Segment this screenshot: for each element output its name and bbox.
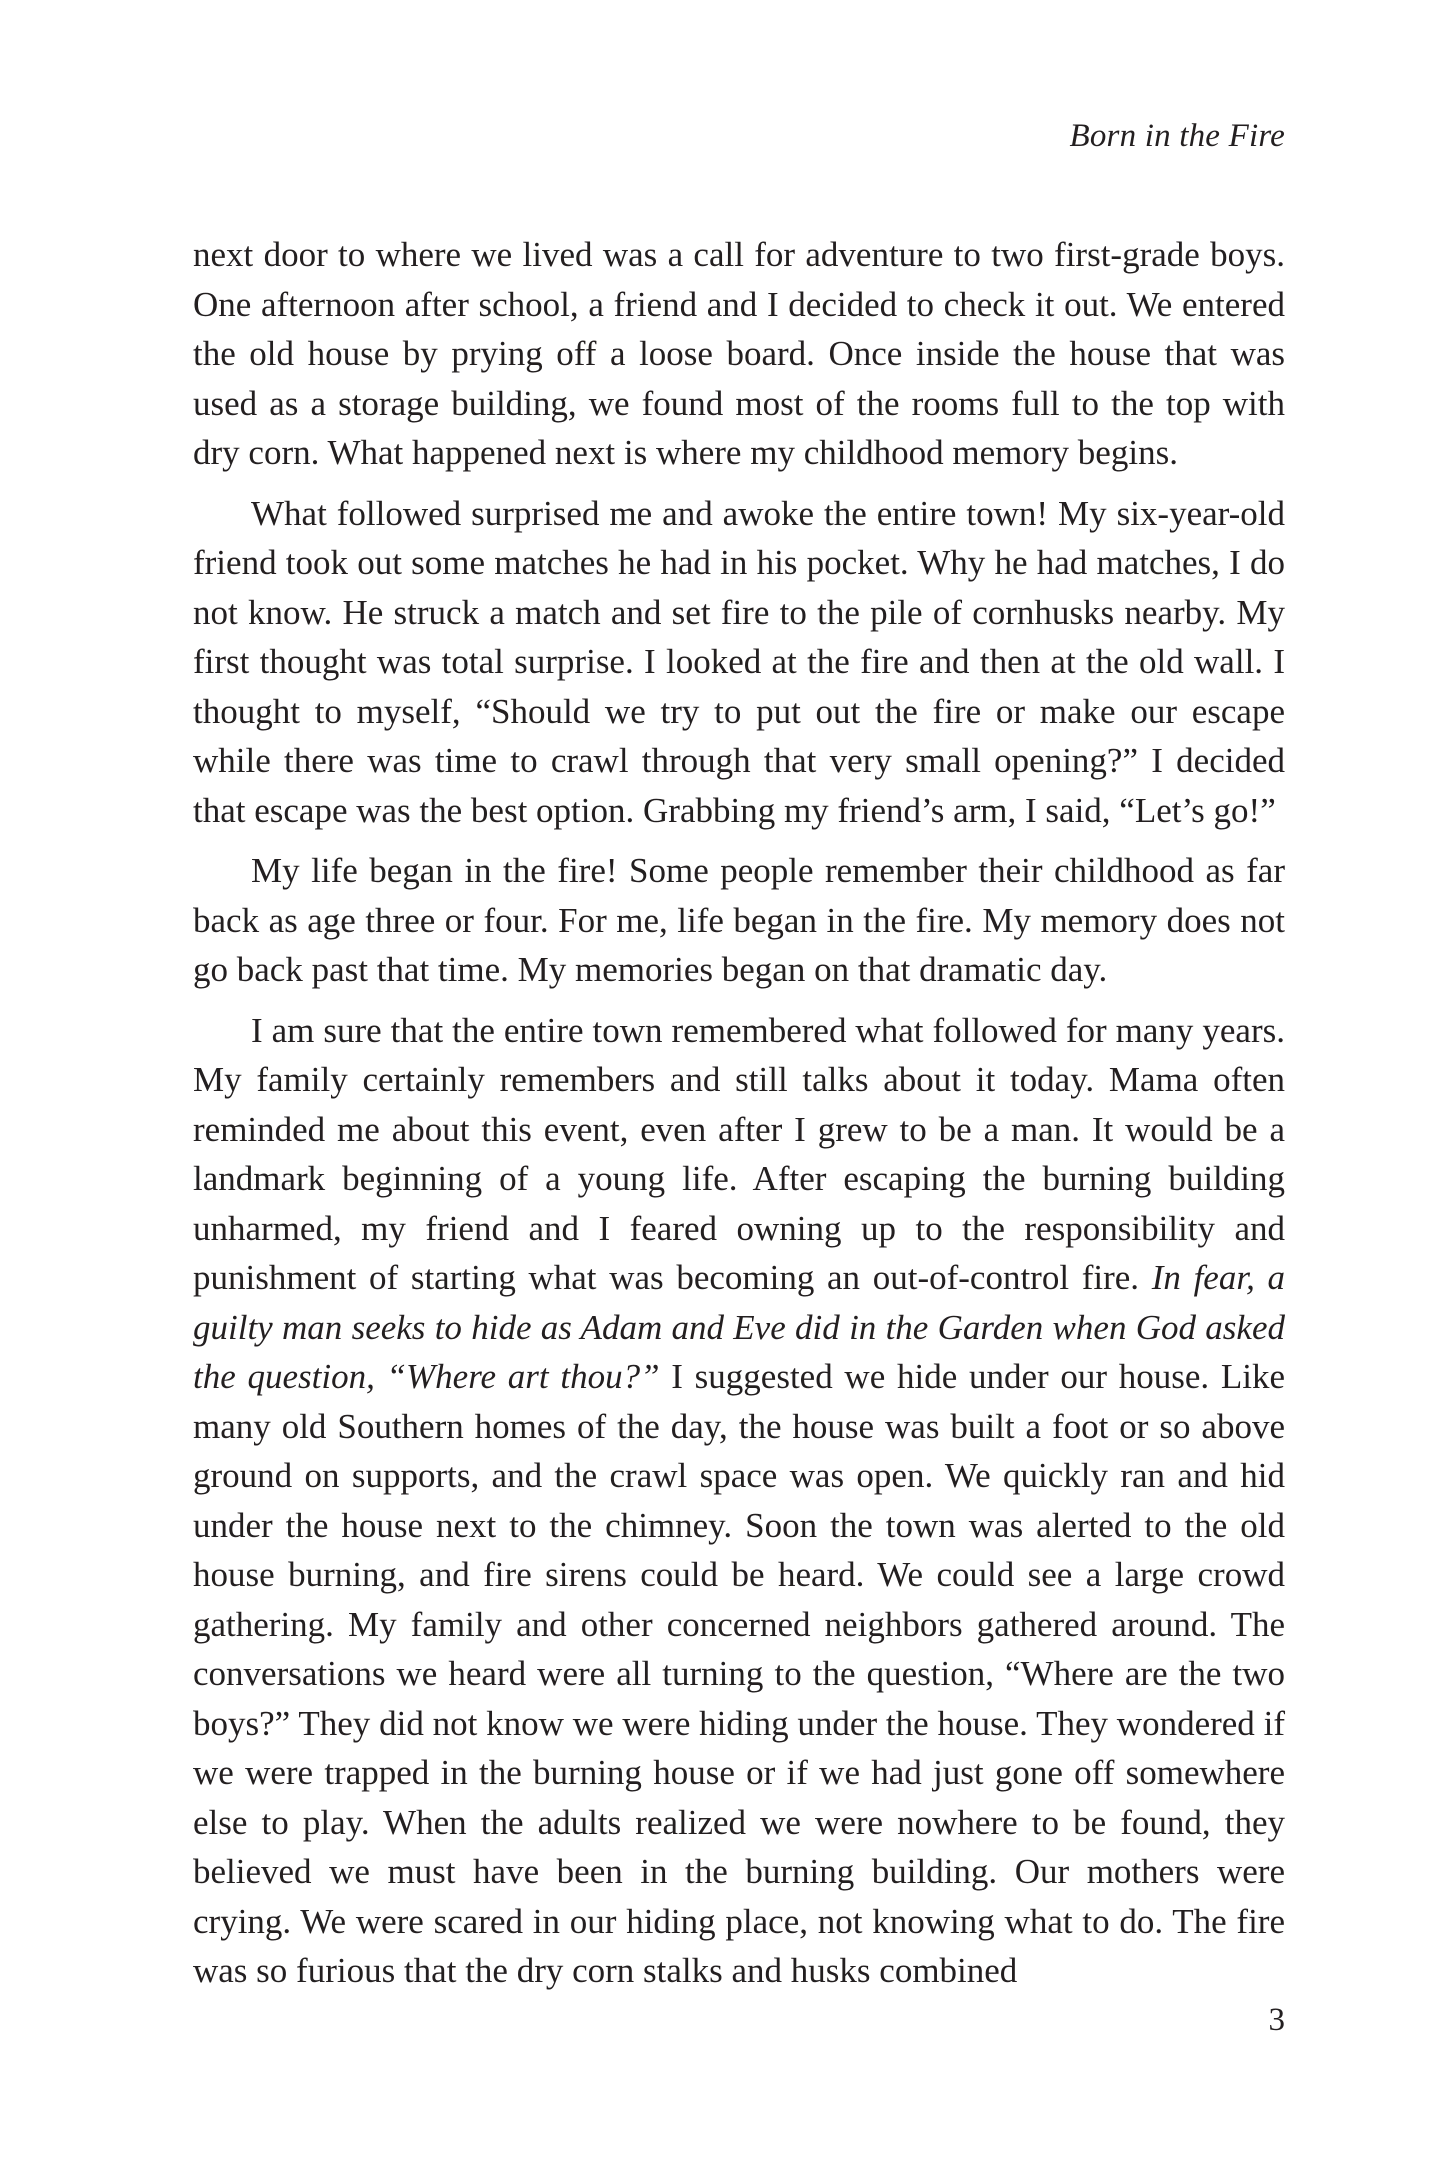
paragraph-3: My life began in the fire! Some people remember their childhood as far back as age three or four. For me, life began in the fire. My memory does not go back past that time. My memories began on that dramatic day.	[193, 851, 1285, 989]
running-head: Born in the Fire	[1069, 118, 1285, 154]
paragraph-4-text-before: I am sure that the entire town remembered what followed for many years. My family certainly remembers and still talks about it today. Mama often reminded me about this event, even after I grew to be a man. It would be a landmark beginning of a young life. After escaping the burning building unharmed, my friend and I feared owning up to the responsibility and punishment of starting what was becoming an out-of-control fire.	[193, 1010, 1285, 1297]
paragraph-4-italic-quote: In fear, a guilty man seeks to hide as Adam and Eve did in the Garden when God asked the question, “Where art thou?”	[193, 1258, 1286, 1396]
paragraph-1: next door to where we lived was a call for adventure to two first-grade boys. One afternoon after school, a friend and I decided to check it out. We entered the old house by prying off a loose board. Once inside the house that was used as a storage building, we found most of the rooms full to the top with dry corn. What happened next is where my childhood memory begins.	[193, 235, 1285, 472]
page-number: 3	[1268, 2002, 1285, 2038]
paragraph-4-text-after: I suggested we hide under our house. Like many old Southern homes of the day, the house was built a foot or so above ground on supports, and the crawl space was open. We quickly ran and hid under the house next to the chimney. Soon the town was alerted to the old house burning, and fire sirens could be heard. We could see a large crowd gathering. My family and other concerned neighbors gathered around. The conversations we heard were all turning to the question, “Where are the two boys?” They did not know we were hiding under the house. They wondered if we were trapped in the burning house or if we had just gone off somewhere else to play. When the adults realized we were nowhere to be found, they believed we must have been in the burning building. Our mothers were crying. We were scared in our hiding place, not knowing what to do. The fire was so furious that the dry corn stalks and husks combined	[193, 1357, 1286, 1990]
paragraph-4	[193, 1006, 1285, 1996]
body-text	[193, 230, 1285, 2007]
paragraph-2: What followed surprised me and awoke the entire town! My six-year-old friend took out some matches he had in his pocket. Why he had matches, I do not know. He struck a match and set fire to the pile of cornhusks nearby. My first thought was total surprise. I looked at the fire and then at the old wall. I thought to myself, “Should we try to put out the fire or make our escape while there was time to crawl through that very small opening?” I decided that escape was the best option. Grabbing my friend’s arm, I said, “Let’s go!”	[193, 493, 1285, 830]
